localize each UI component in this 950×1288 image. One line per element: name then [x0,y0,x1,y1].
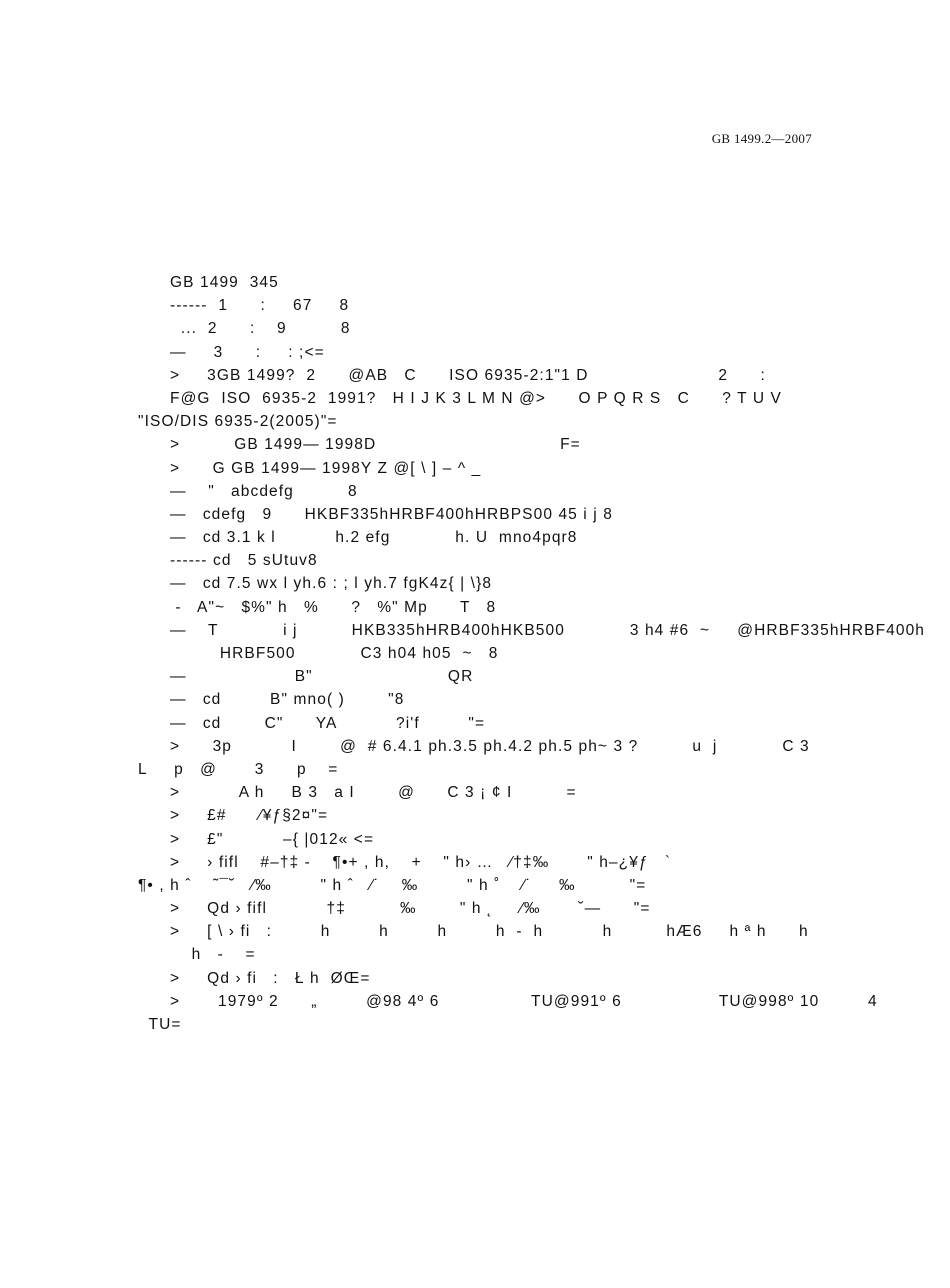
text-line: — B" QR [170,668,474,686]
text-line: > 3GB 1499? 2 @AB C ISO 6935-2:1"1 D 2 : [170,366,766,384]
document-body [138,271,926,1036]
text-line: > G GB 1499— 1998Y Z @[ \ ] – ^ _ [170,459,482,477]
text-line: > GB 1499— 1998D F= [170,436,581,454]
text-line: — cd B" mno( ) "8 [170,691,405,709]
text-line: "ISO/DIS 6935-2(2005)"= [138,413,338,431]
standard-number: GB 1499.2—2007 [711,131,812,146]
text-line: > › fifl #–†‡ - ¶•+ , h, + " h› … ⁄†‡‰ " h–¿¥ƒ ` [170,853,672,871]
text-line: > £" –{ |012« <= [170,830,375,848]
text-line: ------ cd 5 sUtuv8 [170,552,318,570]
text-line: — cd C" YA ?i'f "= [170,714,486,732]
text-line: L p @ 3 p = [138,760,339,778]
text-line: TU= [138,1016,182,1033]
text-line: > 3p I @ # 6.4.1 ph.3.5 ph.4.2 ph.5 ph~ 3 ? u j C 3 [170,737,810,755]
text-line: ¶• , h ˆ ˜¯˘ ⁄‰ " h ˆ ⁄˙ ‰ " h ˚ ⁄˙ ‰ "= [138,876,647,894]
text-line: > Qd › fifl †‡ ‰ " h ˛ ⁄‰ ˘— "= [170,900,651,918]
text-line: — T i j HKB335hHRB400hHKB500 3 h4 #6 ~ @HRBF335hHRBF400h [170,621,926,639]
text-line: — cd 3.1 k l h.2 efg h. U mno4pqr8 [170,529,578,547]
text-line: > £# ⁄¥ƒ§2¤"= [170,807,329,825]
text-line: — cd 7.5 wx l yh.6 : ; l yh.7 fgK4z{ | \}8 [170,575,493,593]
text-line: > Qd › fi : Ł h ØŒ= [170,969,371,987]
text-line: > A h B 3 a I @ C 3 ¡ ¢ I = [170,784,577,802]
text-line: h - = [170,946,256,964]
text-line: - A"~ $%" h % ? %" Mp T 8 [170,598,497,616]
text-line: F@G ISO 6935-2 1991? H I J K 3 L M N @> O P Q R S C ? T U V [170,389,782,407]
text-line: GB 1499 345 [170,274,279,291]
text-line: > 1979º 2 „ @98 4º 6 TU@991º 6 TU@998º 10 4 [170,992,878,1010]
text-line: > [ \ › fi : h h h h - h h hÆ6 h ª h h [170,923,809,941]
text-line: HRBF500 C3 h04 h05 ~ 8 [182,645,499,662]
text-line: — 3 : : ;<= [170,343,325,361]
text-line: — " abcdefg 8 [170,482,358,500]
text-line: — cdefg 9 HKBF335hHRBF400hHRBPS00 45 i j 8 [170,505,613,523]
text-line: ------ 1 : 67 8 [170,297,350,315]
text-line: ... 2 : 9 8 [170,320,351,338]
